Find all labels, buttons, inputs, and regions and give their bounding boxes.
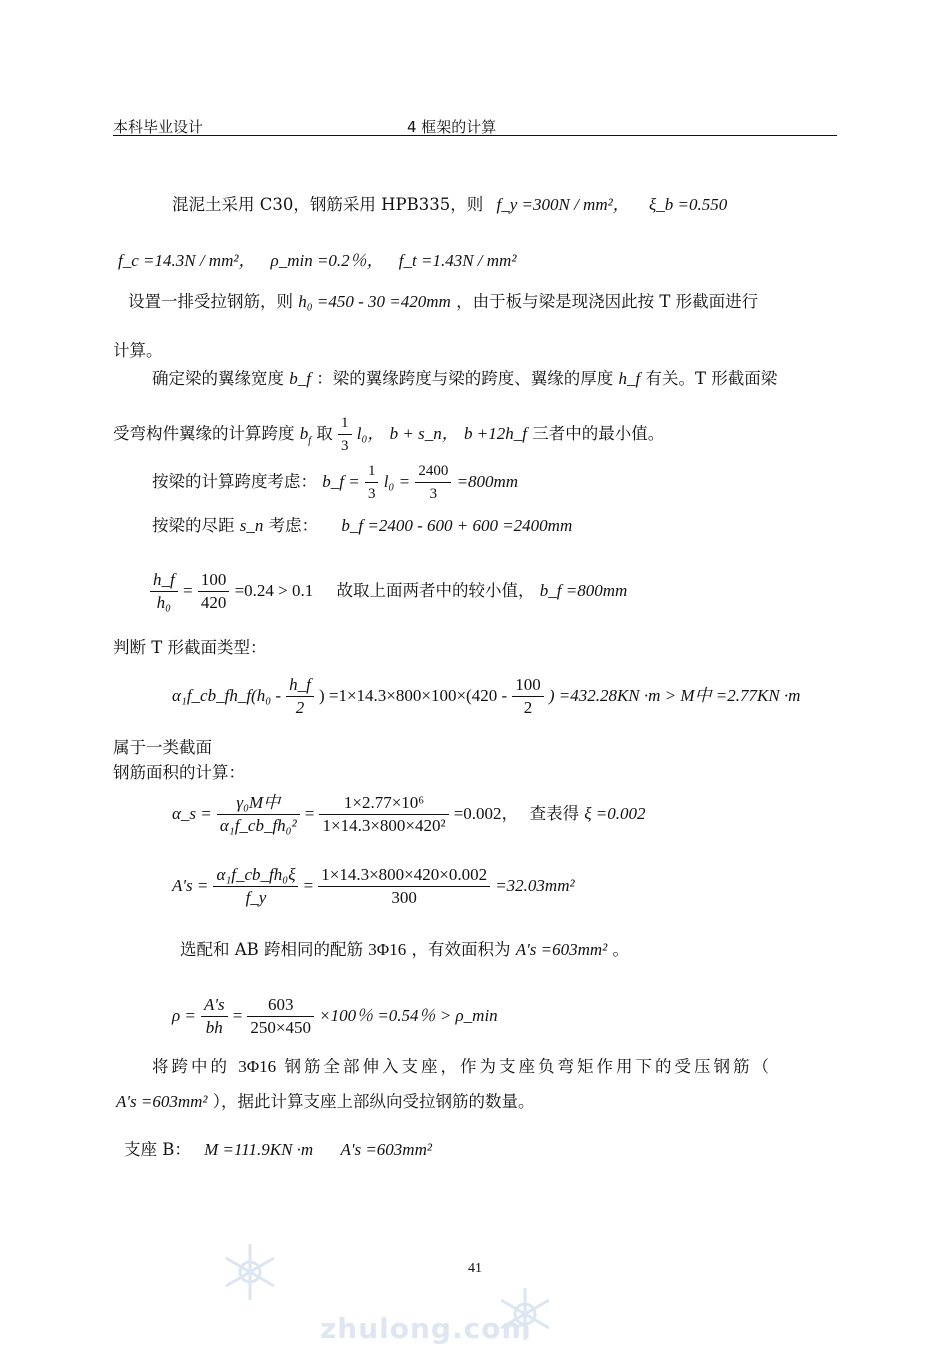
formula-bf-2400: b_f =2400 - 600 + 600 =2400mm xyxy=(341,516,573,535)
formula-fc: f_c =14.3N / mm²， xyxy=(118,251,256,270)
support-label: 支座 B： xyxy=(124,1140,191,1159)
para-span-consider xyxy=(152,460,518,505)
para-text: 按梁的计算跨度考虑： xyxy=(152,472,317,491)
para-text: 确定梁的翼缘宽度 xyxy=(152,369,284,388)
para-text: 混泥土采用 C30，钢筋采用 HPB335，则 xyxy=(172,195,484,214)
rebar-spec: 3Φ16 xyxy=(238,1057,277,1076)
formula-l0: l₀， xyxy=(356,424,385,443)
para-text: 三者中的最小值。 xyxy=(532,424,665,443)
para-concrete xyxy=(172,190,727,215)
formula-bf-800: b_f =800mm xyxy=(539,581,628,600)
formula-b-sn: b + s_n， xyxy=(389,424,459,443)
para-text: 考虑： xyxy=(268,516,319,535)
fraction-100-2: $\frac{100}{2}$ xyxy=(512,674,544,719)
formula-xi: ξ =0.002 xyxy=(584,804,646,823)
formula-lhs: α₁f_cb_fh_f(h₀ - xyxy=(172,686,282,705)
para-text: 选配和 AB 跨相同的配筋 xyxy=(180,940,364,959)
formula-ft: f_t =1.43N / mm² xyxy=(398,251,517,270)
fraction-values: $\frac{1\times 14.3\times 800\times 420\times 0.002}{300}$ xyxy=(318,864,490,909)
fraction-100-420: $\frac{100}{420}$ xyxy=(198,569,230,614)
header-rule xyxy=(113,135,837,136)
formula-as: A's =603mm² xyxy=(340,1140,432,1159)
fraction-as-bh: $\frac{A's}{bh}$ xyxy=(201,994,228,1039)
para-text: ，由于板与梁是现浇因此按 T 形截面进行 xyxy=(456,292,759,311)
watermark-text: zhulong.com xyxy=(320,1312,532,1345)
para-t-section-type: 判断 T 形截面类型： xyxy=(113,638,267,657)
symbol-bf: b_f xyxy=(289,369,311,388)
para-text: ，有效面积为 xyxy=(411,940,511,959)
fraction-values: $\frac{\text{1×2.77×10⁶}}{\text{1×14.3×800×420²}}$ xyxy=(319,792,448,837)
para-text: 故取上面两者中的较小值， xyxy=(336,581,535,600)
formula-rhs: =0.002， xyxy=(453,804,519,823)
para-text: 受弯构件翼缘的计算跨度 xyxy=(113,424,295,443)
fraction-one-third: $\frac{1}{3}$ xyxy=(338,412,352,457)
para-text: 按梁的尽距 xyxy=(152,516,235,535)
formula-rho: ρ = $\frac{A's}{bh}$ = $\frac{603}{250\times 450}$ ×100％ =0.54％ > ρ_min xyxy=(172,995,498,1037)
para-continue: 计算。 xyxy=(113,341,163,360)
formula-ratio: =0.24 > 0.1 xyxy=(234,581,314,600)
para-ratio: $\frac{h\_f}{\text{h₀}}$ = $\frac{100}{420}$ =0.24 > 0.1 故取上面两者中的较小值， b_f =800mm xyxy=(150,569,627,614)
formula-moment-check xyxy=(172,674,800,719)
watermark-snowflake-icon xyxy=(218,1240,282,1308)
formula-xib: ξ_b =0.550 xyxy=(648,195,728,214)
para-area-calc: 钢筋面积的计算： xyxy=(113,763,245,782)
fraction-2400-3: $\frac{2400}{3}$ xyxy=(415,460,451,505)
formula-mid: ) =1×14.3×800×100×(420 - xyxy=(318,686,508,705)
para-support-b xyxy=(124,1136,432,1160)
symbol-hf: h_f xyxy=(618,369,641,388)
formula-rhs: ) =432.28KN ·m > M中 =2.77KN ·m xyxy=(548,686,801,705)
para-rebar-row xyxy=(128,288,758,312)
formula-lhs: A's = xyxy=(172,876,209,895)
para-span-rule: 受弯构件翼缘的计算跨度 $b_f$ 取 $\frac{1}{3}$ l₀， b + s_n， b +12h_f 三者中的最小值。 xyxy=(113,412,664,457)
fraction-603: $\frac{603}{250\times 450}$ xyxy=(247,994,314,1039)
fraction-symbolic: $\frac{\text{α₁f\_cb\_fh₀ξ}}{f\_y}$ xyxy=(213,864,298,909)
rebar-spec: 3Φ16 xyxy=(368,940,407,959)
formula-fy: f_y =300N / mm²， xyxy=(496,195,630,214)
formula-moment: M =111.9KN ·m xyxy=(204,1140,314,1159)
symbol-sn: s_n xyxy=(239,516,264,535)
para-text: 取 xyxy=(316,424,333,443)
formula-result: =800mm xyxy=(456,472,519,491)
formula-b-12hf: b +12h_f xyxy=(464,424,527,443)
formula-as-prime: A's = $\frac{\text{α₁f\_cb\_fh₀ξ}}{f\_y}$ = $\frac{1\times 14.3\times 800\times 420\times 0.002}{300}$ =32.03mm² xyxy=(172,865,575,907)
formula-as: A's =603mm² xyxy=(515,940,608,959)
para-clear-distance xyxy=(152,512,572,536)
formula-lhs: α_s = xyxy=(172,804,212,823)
para-material-values xyxy=(118,246,516,271)
fraction-one-third: $\frac{1}{3}$ xyxy=(365,460,379,505)
para-text: ），据此计算支座上部纵向受拉钢筋的数量。 xyxy=(212,1092,535,1111)
para-text: 将跨中的 xyxy=(152,1057,230,1076)
formula-as: A's =603mm² xyxy=(116,1092,208,1111)
fraction-hf-h0: $\frac{h\_f}{\text{h₀}}$ xyxy=(150,569,178,614)
para-text: 有关。T 形截面梁 xyxy=(645,369,778,388)
formula-rho-min: ρ_min =0.2％， xyxy=(270,251,384,270)
para-text: ：梁的翼缘跨度与梁的跨度、翼缘的厚度 xyxy=(316,369,614,388)
formula-h0: h₀ =450 - 30 =420mm xyxy=(298,292,451,311)
fraction-hf-2: $\frac{h\_f}{2}$ xyxy=(286,674,314,719)
page-number: 41 xyxy=(468,1261,482,1276)
header-center: 4 框架的计算 xyxy=(407,118,497,136)
formula-rhs: ×100％ =0.54％ > ρ_min xyxy=(319,1006,498,1025)
formula-lhs: ρ = xyxy=(172,1006,196,1025)
formula-rhs: =32.03mm² xyxy=(495,876,575,895)
para-select-rebar xyxy=(180,936,629,960)
formula-bf: b_f = xyxy=(322,472,360,491)
para-text: 设置一排受拉钢筋，则 xyxy=(128,292,293,311)
formula-alpha-s: α_s = $\frac{\text{γ₀M中}}{\text{α₁f\_cb\_fh₀²}}$ = $\frac{\text{1×2.77×10⁶}}{\text{1×14.3×800×420²}}$ =0.002， 查表得 ξ =0.002 xyxy=(172,793,646,835)
para-text: 查表得 xyxy=(529,804,580,823)
para-extend-rebar xyxy=(152,1053,772,1077)
para-extend-rebar-cont xyxy=(116,1088,535,1112)
para-flange-width xyxy=(152,365,777,389)
header-left: 本科毕业设计 xyxy=(113,118,204,136)
para-text: 。 xyxy=(612,940,629,959)
formula-l0: l₀ = xyxy=(383,472,411,491)
fraction-moment: $\frac{\text{γ₀M中}}{\text{α₁f\_cb\_fh₀²}}$ xyxy=(217,792,300,837)
para-class-one: 属于一类截面 xyxy=(113,738,212,757)
para-text: 钢筋全部伸入支座，作为支座负弯矩作用下的受压钢筋（ xyxy=(284,1057,772,1076)
